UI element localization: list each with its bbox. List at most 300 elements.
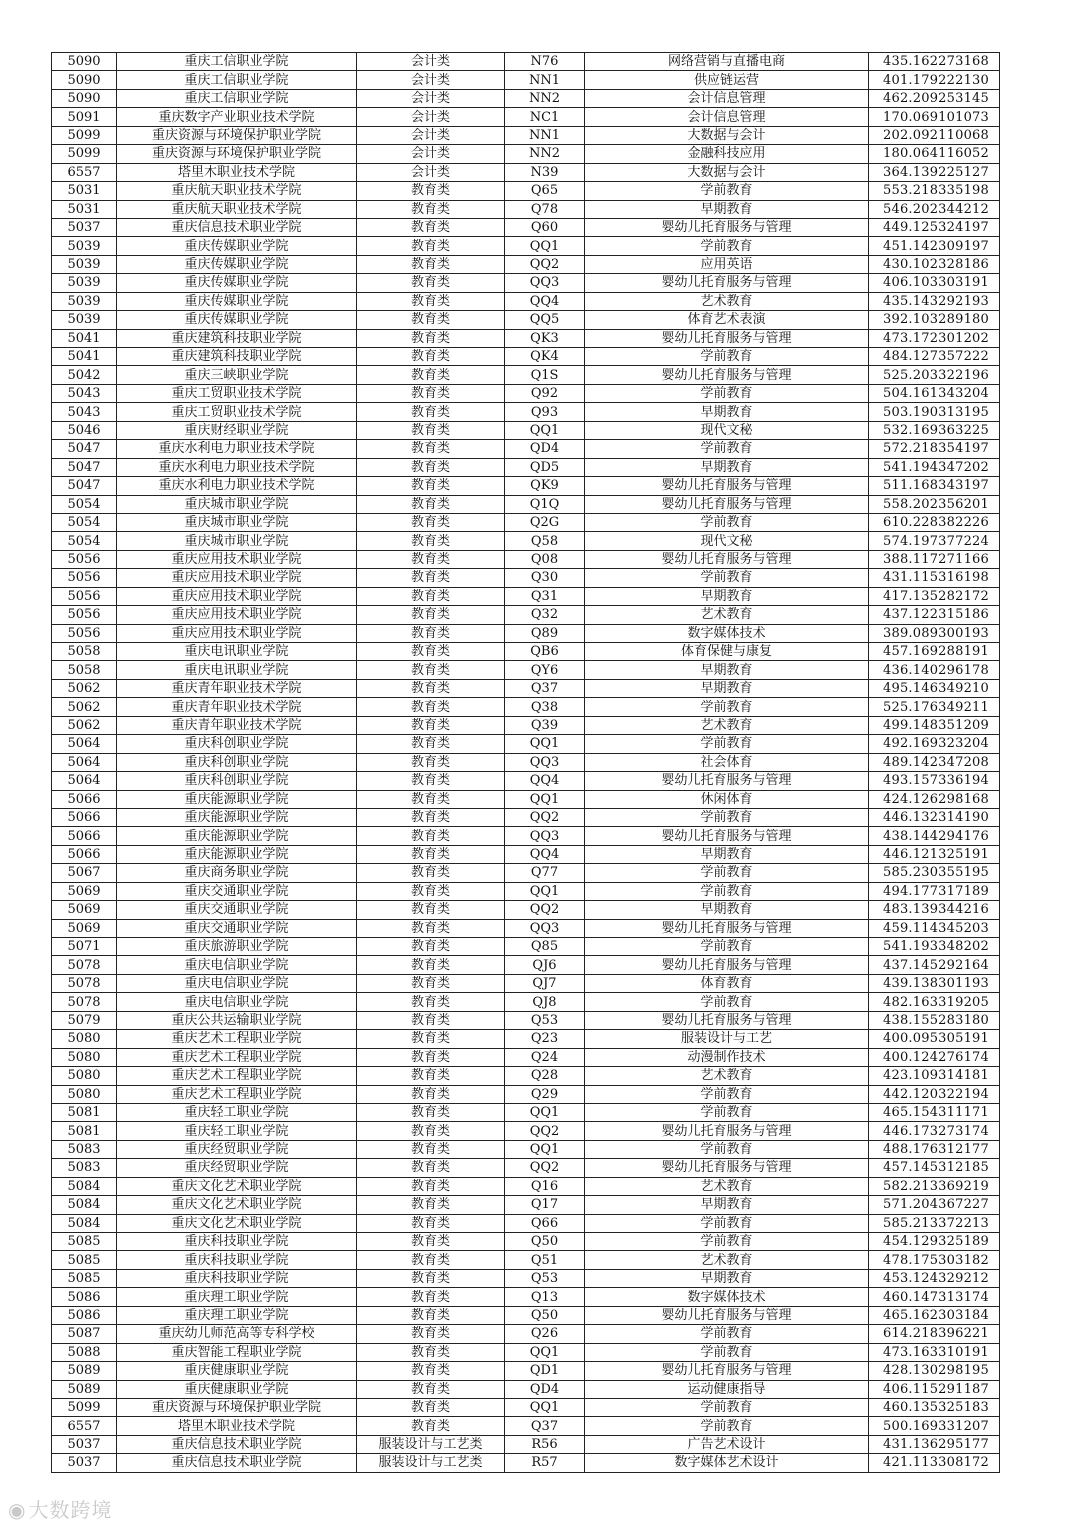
- school-name-cell: 重庆科技职业学院: [117, 1251, 357, 1269]
- school-code-cell: 5088: [52, 1343, 117, 1361]
- major-name-cell: 早期教育: [585, 458, 869, 476]
- category-cell: 教育类: [357, 1103, 505, 1121]
- major-code-cell: R56: [505, 1435, 585, 1453]
- major-code-cell: Q66: [505, 1214, 585, 1232]
- major-code-cell: QD5: [505, 458, 585, 476]
- major-code-cell: QQ1: [505, 790, 585, 808]
- category-cell: 教育类: [357, 974, 505, 992]
- category-cell: 教育类: [357, 1251, 505, 1269]
- major-code-cell: Q31: [505, 587, 585, 605]
- category-cell: 教育类: [357, 1306, 505, 1324]
- major-code-cell: QQ1: [505, 1103, 585, 1121]
- school-name-cell: 重庆传媒职业学院: [117, 237, 357, 255]
- school-code-cell: 5054: [52, 513, 117, 531]
- score-cell: 446.173273174: [869, 1122, 1000, 1140]
- major-code-cell: Q38: [505, 698, 585, 716]
- major-name-cell: 学前教育: [585, 1343, 869, 1361]
- table-row: [52, 384, 1000, 402]
- category-cell: 教育类: [357, 384, 505, 402]
- school-name-cell: 重庆能源职业学院: [117, 790, 357, 808]
- major-name-cell: 学前教育: [585, 698, 869, 716]
- major-name-cell: 网络营销与直播电商: [585, 53, 869, 71]
- table-row: [52, 292, 1000, 310]
- school-code-cell: 5078: [52, 956, 117, 974]
- major-code-cell: QQ1: [505, 1343, 585, 1361]
- major-name-cell: 婴幼儿托育服务与管理: [585, 1159, 869, 1177]
- major-name-cell: 学前教育: [585, 808, 869, 826]
- table-row: [52, 1159, 1000, 1177]
- major-name-cell: 体育艺术表演: [585, 311, 869, 329]
- major-name-cell: 早期教育: [585, 845, 869, 863]
- major-name-cell: 学前教育: [585, 993, 869, 1011]
- major-code-cell: NN2: [505, 89, 585, 107]
- school-name-cell: 重庆资源与环境保护职业学院: [117, 1398, 357, 1416]
- table-row: [52, 366, 1000, 384]
- score-cell: 459.114345203: [869, 919, 1000, 937]
- school-code-cell: 5041: [52, 348, 117, 366]
- major-name-cell: 早期教育: [585, 1269, 869, 1287]
- school-name-cell: 重庆轻工职业学院: [117, 1103, 357, 1121]
- category-cell: 教育类: [357, 790, 505, 808]
- major-code-cell: Q93: [505, 403, 585, 421]
- major-name-cell: 休闲体育: [585, 790, 869, 808]
- category-cell: 教育类: [357, 1288, 505, 1306]
- major-code-cell: Q29: [505, 1085, 585, 1103]
- school-code-cell: 5056: [52, 587, 117, 605]
- major-name-cell: 大数据与会计: [585, 126, 869, 144]
- school-code-cell: 6557: [52, 163, 117, 181]
- table-row: [52, 790, 1000, 808]
- school-name-cell: 重庆青年职业技术学院: [117, 679, 357, 697]
- major-code-cell: QQ4: [505, 292, 585, 310]
- table-row: [52, 1122, 1000, 1140]
- major-code-cell: Q77: [505, 864, 585, 882]
- table-row: [52, 1085, 1000, 1103]
- score-cell: 453.124329212: [869, 1269, 1000, 1287]
- score-cell: 558.202356201: [869, 495, 1000, 513]
- score-cell: 495.146349210: [869, 679, 1000, 697]
- category-cell: 教育类: [357, 550, 505, 568]
- table-row: [52, 1030, 1000, 1048]
- table-row: [52, 495, 1000, 513]
- school-code-cell: 5067: [52, 864, 117, 882]
- major-name-cell: 婴幼儿托育服务与管理: [585, 1306, 869, 1324]
- school-name-cell: 重庆工贸职业技术学院: [117, 403, 357, 421]
- major-name-cell: 艺术教育: [585, 606, 869, 624]
- category-cell: 教育类: [357, 772, 505, 790]
- major-code-cell: QD1: [505, 1362, 585, 1380]
- category-cell: 教育类: [357, 1380, 505, 1398]
- score-cell: 494.177317189: [869, 882, 1000, 900]
- school-name-cell: 重庆科技职业学院: [117, 1233, 357, 1251]
- major-code-cell: QQ1: [505, 882, 585, 900]
- school-name-cell: 重庆财经职业学院: [117, 421, 357, 439]
- table-row: [52, 1251, 1000, 1269]
- major-name-cell: 学前教育: [585, 735, 869, 753]
- score-cell: 541.194347202: [869, 458, 1000, 476]
- category-cell: 教育类: [357, 698, 505, 716]
- major-name-cell: 会计信息管理: [585, 89, 869, 107]
- school-name-cell: 重庆资源与环境保护职业学院: [117, 145, 357, 163]
- major-name-cell: 早期教育: [585, 661, 869, 679]
- school-code-cell: 5039: [52, 255, 117, 273]
- major-code-cell: Q51: [505, 1251, 585, 1269]
- major-name-cell: 学前教育: [585, 1233, 869, 1251]
- major-code-cell: QD4: [505, 1380, 585, 1398]
- major-code-cell: QQ3: [505, 274, 585, 292]
- table-row: [52, 1435, 1000, 1453]
- admission-score-table: [51, 52, 999, 1473]
- school-name-cell: 重庆经贸职业学院: [117, 1159, 357, 1177]
- school-code-cell: 5054: [52, 495, 117, 513]
- school-code-cell: 5081: [52, 1122, 117, 1140]
- major-code-cell: QQ2: [505, 901, 585, 919]
- school-name-cell: 重庆交通职业学院: [117, 901, 357, 919]
- major-code-cell: Q28: [505, 1067, 585, 1085]
- category-cell: 服装设计与工艺类: [357, 1435, 505, 1453]
- category-cell: 教育类: [357, 1140, 505, 1158]
- category-cell: 教育类: [357, 938, 505, 956]
- score-cell: 451.142309197: [869, 237, 1000, 255]
- category-cell: 会计类: [357, 53, 505, 71]
- school-name-cell: 重庆信息技术职业学院: [117, 1454, 357, 1472]
- school-code-cell: 5090: [52, 53, 117, 71]
- school-code-cell: 5084: [52, 1214, 117, 1232]
- table-row: [52, 1140, 1000, 1158]
- school-name-cell: 重庆三峡职业学院: [117, 366, 357, 384]
- table-row: [52, 163, 1000, 181]
- score-cell: 489.142347208: [869, 753, 1000, 771]
- category-cell: 教育类: [357, 1048, 505, 1066]
- table-row: [52, 274, 1000, 292]
- score-cell: 493.157336194: [869, 772, 1000, 790]
- major-name-cell: 艺术教育: [585, 292, 869, 310]
- school-code-cell: 5099: [52, 145, 117, 163]
- category-cell: 教育类: [357, 182, 505, 200]
- school-code-cell: 5062: [52, 716, 117, 734]
- school-name-cell: 重庆城市职业学院: [117, 532, 357, 550]
- major-name-cell: 学前教育: [585, 384, 869, 402]
- school-name-cell: 重庆电信职业学院: [117, 974, 357, 992]
- major-code-cell: QJ6: [505, 956, 585, 974]
- major-name-cell: 动漫制作技术: [585, 1048, 869, 1066]
- school-name-cell: 重庆轻工职业学院: [117, 1122, 357, 1140]
- category-cell: 教育类: [357, 956, 505, 974]
- school-name-cell: 重庆理工职业学院: [117, 1288, 357, 1306]
- category-cell: 服装设计与工艺类: [357, 1454, 505, 1472]
- major-name-cell: 学前教育: [585, 938, 869, 956]
- table-row: [52, 864, 1000, 882]
- score-cell: 541.193348202: [869, 938, 1000, 956]
- school-name-cell: 重庆科创职业学院: [117, 753, 357, 771]
- score-cell: 585.230355195: [869, 864, 1000, 882]
- category-cell: 教育类: [357, 366, 505, 384]
- table-row: [52, 1048, 1000, 1066]
- major-name-cell: 学前教育: [585, 1140, 869, 1158]
- major-code-cell: Q78: [505, 200, 585, 218]
- school-code-cell: 5066: [52, 827, 117, 845]
- table-row: [52, 513, 1000, 531]
- school-name-cell: 重庆工信职业学院: [117, 89, 357, 107]
- table-row: [52, 255, 1000, 273]
- major-code-cell: QQ1: [505, 421, 585, 439]
- major-code-cell: Q32: [505, 606, 585, 624]
- school-code-cell: 5037: [52, 1435, 117, 1453]
- score-cell: 454.129325189: [869, 1233, 1000, 1251]
- school-name-cell: 重庆文化艺术职业学院: [117, 1214, 357, 1232]
- major-name-cell: 艺术教育: [585, 716, 869, 734]
- score-cell: 503.190313195: [869, 403, 1000, 421]
- category-cell: 教育类: [357, 1011, 505, 1029]
- major-code-cell: Q85: [505, 938, 585, 956]
- table-row: [52, 772, 1000, 790]
- school-code-cell: 5085: [52, 1233, 117, 1251]
- major-code-cell: N76: [505, 53, 585, 71]
- table-row: [52, 716, 1000, 734]
- major-code-cell: Q37: [505, 679, 585, 697]
- school-name-cell: 重庆信息技术职业学院: [117, 1435, 357, 1453]
- score-cell: 488.176312177: [869, 1140, 1000, 1158]
- major-name-cell: 艺术教育: [585, 1251, 869, 1269]
- category-cell: 教育类: [357, 845, 505, 863]
- table-row: [52, 348, 1000, 366]
- school-name-cell: 重庆建筑科技职业学院: [117, 329, 357, 347]
- category-cell: 教育类: [357, 274, 505, 292]
- major-code-cell: Q30: [505, 569, 585, 587]
- score-cell: 401.179222130: [869, 71, 1000, 89]
- table-row: [52, 1067, 1000, 1085]
- school-code-cell: 5043: [52, 403, 117, 421]
- category-cell: 教育类: [357, 735, 505, 753]
- category-cell: 教育类: [357, 1269, 505, 1287]
- major-code-cell: Q39: [505, 716, 585, 734]
- school-code-cell: 5078: [52, 974, 117, 992]
- score-cell: 364.139225127: [869, 163, 1000, 181]
- major-name-cell: 金融科技应用: [585, 145, 869, 163]
- school-code-cell: 5056: [52, 550, 117, 568]
- score-cell: 574.197377224: [869, 532, 1000, 550]
- major-code-cell: Q92: [505, 384, 585, 402]
- major-name-cell: 供应链运营: [585, 71, 869, 89]
- school-code-cell: 5066: [52, 808, 117, 826]
- score-cell: 546.202344212: [869, 200, 1000, 218]
- table-row: [52, 587, 1000, 605]
- school-code-cell: 5085: [52, 1269, 117, 1287]
- category-cell: 教育类: [357, 1067, 505, 1085]
- score-cell: 500.169331207: [869, 1417, 1000, 1435]
- major-code-cell: Q26: [505, 1325, 585, 1343]
- school-code-cell: 5090: [52, 71, 117, 89]
- major-name-cell: 婴幼儿托育服务与管理: [585, 1011, 869, 1029]
- score-cell: 400.124276174: [869, 1048, 1000, 1066]
- table-row: [52, 606, 1000, 624]
- table-row: [52, 329, 1000, 347]
- school-name-cell: 重庆应用技术职业学院: [117, 550, 357, 568]
- table-row: [52, 1306, 1000, 1324]
- score-cell: 482.163319205: [869, 993, 1000, 1011]
- category-cell: 教育类: [357, 569, 505, 587]
- table-row: [52, 1325, 1000, 1343]
- table-row: [52, 1454, 1000, 1472]
- table-row: [52, 956, 1000, 974]
- major-code-cell: N39: [505, 163, 585, 181]
- table-row: [52, 679, 1000, 697]
- major-code-cell: NN1: [505, 71, 585, 89]
- school-code-cell: 5039: [52, 292, 117, 310]
- score-cell: 525.176349211: [869, 698, 1000, 716]
- major-name-cell: 婴幼儿托育服务与管理: [585, 956, 869, 974]
- table-row: [52, 1380, 1000, 1398]
- school-code-cell: 5066: [52, 845, 117, 863]
- major-name-cell: 艺术教育: [585, 1177, 869, 1195]
- major-name-cell: 体育教育: [585, 974, 869, 992]
- score-cell: 582.213369219: [869, 1177, 1000, 1195]
- score-cell: 457.169288191: [869, 643, 1000, 661]
- school-name-cell: 重庆艺术工程职业学院: [117, 1085, 357, 1103]
- category-cell: 教育类: [357, 440, 505, 458]
- major-code-cell: QK4: [505, 348, 585, 366]
- table-row: [52, 808, 1000, 826]
- major-name-cell: 早期教育: [585, 587, 869, 605]
- score-cell: 170.069101073: [869, 108, 1000, 126]
- school-code-cell: 5083: [52, 1140, 117, 1158]
- score-cell: 553.218335198: [869, 182, 1000, 200]
- school-code-cell: 5086: [52, 1306, 117, 1324]
- table-row: [52, 182, 1000, 200]
- table-row: [52, 919, 1000, 937]
- score-cell: 435.162273168: [869, 53, 1000, 71]
- school-code-cell: 5084: [52, 1196, 117, 1214]
- score-cell: 439.138301193: [869, 974, 1000, 992]
- table-row: [52, 901, 1000, 919]
- school-name-cell: 重庆水利电力职业技术学院: [117, 440, 357, 458]
- table-body: [52, 53, 1000, 1473]
- school-code-cell: 5089: [52, 1380, 117, 1398]
- score-cell: 406.103303191: [869, 274, 1000, 292]
- major-code-cell: Q65: [505, 182, 585, 200]
- table-row: [52, 71, 1000, 89]
- major-code-cell: QQ1: [505, 1140, 585, 1158]
- major-name-cell: 学前教育: [585, 1398, 869, 1416]
- category-cell: 教育类: [357, 882, 505, 900]
- table-row: [52, 845, 1000, 863]
- major-code-cell: QQ2: [505, 255, 585, 273]
- table-row: [52, 550, 1000, 568]
- school-name-cell: 重庆理工职业学院: [117, 1306, 357, 1324]
- school-name-cell: 塔里木职业技术学院: [117, 163, 357, 181]
- major-code-cell: NN2: [505, 145, 585, 163]
- category-cell: 会计类: [357, 108, 505, 126]
- school-name-cell: 重庆电信职业学院: [117, 956, 357, 974]
- category-cell: 教育类: [357, 255, 505, 273]
- major-code-cell: Q24: [505, 1048, 585, 1066]
- category-cell: 教育类: [357, 901, 505, 919]
- category-cell: 教育类: [357, 1343, 505, 1361]
- school-code-cell: 5099: [52, 1398, 117, 1416]
- category-cell: 教育类: [357, 1030, 505, 1048]
- score-cell: 457.145312185: [869, 1159, 1000, 1177]
- major-name-cell: 学前教育: [585, 182, 869, 200]
- major-name-cell: 广告艺术设计: [585, 1435, 869, 1453]
- major-code-cell: QK3: [505, 329, 585, 347]
- score-cell: 417.135282172: [869, 587, 1000, 605]
- table-row: [52, 1288, 1000, 1306]
- school-code-cell: 5064: [52, 735, 117, 753]
- category-cell: 教育类: [357, 716, 505, 734]
- major-name-cell: 婴幼儿托育服务与管理: [585, 1362, 869, 1380]
- score-cell: 483.139344216: [869, 901, 1000, 919]
- score-cell: 423.109314181: [869, 1067, 1000, 1085]
- category-cell: 会计类: [357, 71, 505, 89]
- category-cell: 教育类: [357, 311, 505, 329]
- major-name-cell: 学前教育: [585, 882, 869, 900]
- category-cell: 教育类: [357, 1362, 505, 1380]
- score-cell: 484.127357222: [869, 348, 1000, 366]
- major-name-cell: 学前教育: [585, 237, 869, 255]
- table-row: [52, 1196, 1000, 1214]
- table-row: [52, 993, 1000, 1011]
- score-cell: 460.135325183: [869, 1398, 1000, 1416]
- category-cell: 教育类: [357, 403, 505, 421]
- school-name-cell: 重庆交通职业学院: [117, 882, 357, 900]
- category-cell: 教育类: [357, 606, 505, 624]
- table-row: [52, 1233, 1000, 1251]
- major-name-cell: 学前教育: [585, 348, 869, 366]
- category-cell: 教育类: [357, 661, 505, 679]
- major-name-cell: 早期教育: [585, 403, 869, 421]
- table-row: [52, 569, 1000, 587]
- table-row: [52, 624, 1000, 642]
- category-cell: 教育类: [357, 1325, 505, 1343]
- major-name-cell: 婴幼儿托育服务与管理: [585, 772, 869, 790]
- table-row: [52, 938, 1000, 956]
- score-cell: 437.145292164: [869, 956, 1000, 974]
- major-name-cell: 学前教育: [585, 569, 869, 587]
- score-cell: 465.162303184: [869, 1306, 1000, 1324]
- school-code-cell: 5069: [52, 882, 117, 900]
- major-name-cell: 数字媒体技术: [585, 1288, 869, 1306]
- school-code-cell: 5091: [52, 108, 117, 126]
- major-code-cell: QQ4: [505, 772, 585, 790]
- school-name-cell: 重庆应用技术职业学院: [117, 606, 357, 624]
- category-cell: 教育类: [357, 679, 505, 697]
- score-cell: 465.154311171: [869, 1103, 1000, 1121]
- table-row: [52, 1177, 1000, 1195]
- school-code-cell: 5047: [52, 477, 117, 495]
- major-code-cell: Q89: [505, 624, 585, 642]
- score-cell: 473.172301202: [869, 329, 1000, 347]
- major-code-cell: QQ4: [505, 845, 585, 863]
- table-row: [52, 735, 1000, 753]
- school-code-cell: 5062: [52, 679, 117, 697]
- major-name-cell: 艺术教育: [585, 1067, 869, 1085]
- table-row: [52, 1103, 1000, 1121]
- table-row: [52, 1417, 1000, 1435]
- category-cell: 教育类: [357, 1233, 505, 1251]
- school-name-cell: 重庆能源职业学院: [117, 827, 357, 845]
- school-name-cell: 重庆青年职业技术学院: [117, 716, 357, 734]
- school-code-cell: 5058: [52, 661, 117, 679]
- school-name-cell: 重庆电信职业学院: [117, 993, 357, 1011]
- school-name-cell: 重庆文化艺术职业学院: [117, 1196, 357, 1214]
- score-cell: 462.209253145: [869, 89, 1000, 107]
- major-name-cell: 学前教育: [585, 1214, 869, 1232]
- score-cell: 438.155283180: [869, 1011, 1000, 1029]
- school-code-cell: 5056: [52, 624, 117, 642]
- school-code-cell: 5081: [52, 1103, 117, 1121]
- school-code-cell: 5054: [52, 532, 117, 550]
- school-code-cell: 5079: [52, 1011, 117, 1029]
